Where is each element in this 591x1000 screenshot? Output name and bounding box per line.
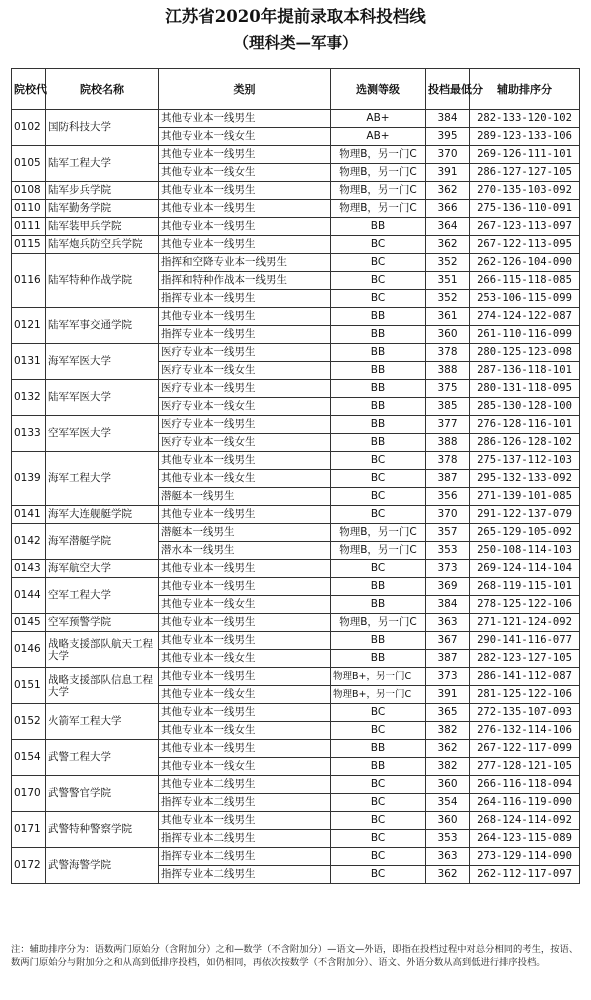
table-row bbox=[12, 560, 580, 578]
school-name: 陆军工程大学 bbox=[46, 146, 159, 182]
aux-score-cell: 262-126-104-090 bbox=[470, 254, 580, 272]
page-title: 江苏省2020年提前录取本科投档线 bbox=[165, 7, 426, 26]
category-cell: 潜艇本一线男生 bbox=[159, 488, 331, 506]
min-score-cell: 352 bbox=[426, 254, 470, 272]
category-cell: 其他专业本一线男生 bbox=[159, 146, 331, 164]
table-row bbox=[12, 506, 580, 524]
aux-score-cell: 277-128-121-105 bbox=[470, 758, 580, 776]
aux-score-cell: 282-133-120-102 bbox=[470, 110, 580, 128]
school-name: 空军工程大学 bbox=[46, 578, 159, 614]
document-page bbox=[6, 5, 585, 995]
school-name: 陆军特种作战学院 bbox=[46, 254, 159, 308]
school-code: 0146 bbox=[12, 632, 46, 668]
aux-score-cell: 285-130-128-100 bbox=[470, 398, 580, 416]
level-cell: BB bbox=[331, 578, 426, 596]
level-cell: BB bbox=[331, 344, 426, 362]
school-code: 0111 bbox=[12, 218, 46, 236]
category-cell: 指挥专业本二线男生 bbox=[159, 866, 331, 884]
level-cell: BC bbox=[331, 290, 426, 308]
level-cell: BB bbox=[331, 416, 426, 434]
level-cell: BB bbox=[331, 632, 426, 650]
school-code: 0121 bbox=[12, 308, 46, 344]
school-code: 0143 bbox=[12, 560, 46, 578]
category-cell: 其他专业本一线男生 bbox=[159, 236, 331, 254]
aux-score-cell: 267-122-113-095 bbox=[470, 236, 580, 254]
table-row bbox=[12, 740, 580, 758]
min-score-cell: 377 bbox=[426, 416, 470, 434]
school-name: 火箭军工程大学 bbox=[46, 704, 159, 740]
header-school-code: 院校代 bbox=[12, 69, 46, 110]
school-name: 战略支援部队航天工程大学 bbox=[46, 632, 159, 668]
min-score-cell: 362 bbox=[426, 866, 470, 884]
table-row bbox=[12, 218, 580, 236]
table-row bbox=[12, 380, 580, 398]
aux-score-cell: 274-124-122-087 bbox=[470, 308, 580, 326]
category-cell: 潜艇本一线男生 bbox=[159, 524, 331, 542]
level-cell: BB bbox=[331, 218, 426, 236]
school-name: 空军预警学院 bbox=[46, 614, 159, 632]
aux-score-cell: 268-119-115-101 bbox=[470, 578, 580, 596]
school-code: 0170 bbox=[12, 776, 46, 812]
table-row bbox=[12, 308, 580, 326]
aux-score-cell: 261-110-116-099 bbox=[470, 326, 580, 344]
aux-score-cell: 267-122-117-099 bbox=[470, 740, 580, 758]
level-cell: BC bbox=[331, 722, 426, 740]
min-score-cell: 362 bbox=[426, 182, 470, 200]
category-cell: 医疗专业本一线男生 bbox=[159, 416, 331, 434]
level-cell: BC bbox=[331, 830, 426, 848]
level-cell: BB bbox=[331, 362, 426, 380]
category-cell: 其他专业本一线男生 bbox=[159, 578, 331, 596]
category-cell: 其他专业本一线男生 bbox=[159, 218, 331, 236]
level-cell: BB bbox=[331, 308, 426, 326]
school-name: 海军航空大学 bbox=[46, 560, 159, 578]
min-score-cell: 378 bbox=[426, 452, 470, 470]
table-row bbox=[12, 524, 580, 542]
level-cell: BB bbox=[331, 758, 426, 776]
level-cell: BC bbox=[331, 866, 426, 884]
header-level: 选测等级 bbox=[331, 69, 426, 110]
min-score-cell: 353 bbox=[426, 542, 470, 560]
school-name: 武警警官学院 bbox=[46, 776, 159, 812]
category-cell: 其他专业本一线女生 bbox=[159, 650, 331, 668]
category-cell: 其他专业本一线女生 bbox=[159, 470, 331, 488]
aux-score-cell: 280-125-123-098 bbox=[470, 344, 580, 362]
level-cell: BC bbox=[331, 488, 426, 506]
school-name: 空军军医大学 bbox=[46, 416, 159, 452]
school-name: 陆军装甲兵学院 bbox=[46, 218, 159, 236]
table-row bbox=[12, 254, 580, 272]
min-score-cell: 387 bbox=[426, 650, 470, 668]
header-min-score: 投档最低分 bbox=[426, 69, 470, 110]
min-score-cell: 362 bbox=[426, 740, 470, 758]
category-cell: 指挥专业本二线男生 bbox=[159, 830, 331, 848]
aux-score-cell: 275-137-112-103 bbox=[470, 452, 580, 470]
aux-score-cell: 268-124-114-092 bbox=[470, 812, 580, 830]
category-cell: 其他专业本一线男生 bbox=[159, 506, 331, 524]
level-cell: AB+ bbox=[331, 110, 426, 128]
min-score-cell: 382 bbox=[426, 758, 470, 776]
category-cell: 其他专业本一线男生 bbox=[159, 740, 331, 758]
level-cell: BC bbox=[331, 452, 426, 470]
category-cell: 其他专业本一线男生 bbox=[159, 200, 331, 218]
category-cell: 其他专业本一线男生 bbox=[159, 308, 331, 326]
aux-score-cell: 280-131-118-095 bbox=[470, 380, 580, 398]
table-row bbox=[12, 848, 580, 866]
min-score-cell: 360 bbox=[426, 812, 470, 830]
min-score-cell: 362 bbox=[426, 236, 470, 254]
school-name: 陆军军事交通学院 bbox=[46, 308, 159, 344]
category-cell: 其他专业本一线女生 bbox=[159, 686, 331, 704]
school-code: 0171 bbox=[12, 812, 46, 848]
category-cell: 其他专业本一线男生 bbox=[159, 614, 331, 632]
aux-score-cell: 273-129-114-090 bbox=[470, 848, 580, 866]
table-body bbox=[12, 110, 580, 884]
table-row bbox=[12, 668, 580, 686]
aux-score-cell: 269-124-114-104 bbox=[470, 560, 580, 578]
min-score-cell: 378 bbox=[426, 344, 470, 362]
min-score-cell: 357 bbox=[426, 524, 470, 542]
aux-score-cell: 286-141-112-087 bbox=[470, 668, 580, 686]
school-code: 0152 bbox=[12, 704, 46, 740]
aux-score-cell: 276-128-116-101 bbox=[470, 416, 580, 434]
aux-score-cell: 271-139-101-085 bbox=[470, 488, 580, 506]
level-cell: BC bbox=[331, 254, 426, 272]
table-row bbox=[12, 704, 580, 722]
school-code: 0108 bbox=[12, 182, 46, 200]
table-row bbox=[12, 776, 580, 794]
category-cell: 其他专业本一线男生 bbox=[159, 704, 331, 722]
school-code: 0154 bbox=[12, 740, 46, 776]
category-cell: 指挥专业本二线男生 bbox=[159, 848, 331, 866]
min-score-cell: 385 bbox=[426, 398, 470, 416]
level-cell: BB bbox=[331, 434, 426, 452]
level-cell: BC bbox=[331, 470, 426, 488]
aux-score-cell: 286-126-128-102 bbox=[470, 434, 580, 452]
school-name: 陆军军医大学 bbox=[46, 380, 159, 416]
level-cell: BB bbox=[331, 398, 426, 416]
level-cell: BC bbox=[331, 272, 426, 290]
header-category: 类别 bbox=[159, 69, 331, 110]
school-code: 0151 bbox=[12, 668, 46, 704]
category-cell: 指挥专业本一线男生 bbox=[159, 290, 331, 308]
school-name: 陆军炮兵防空兵学院 bbox=[46, 236, 159, 254]
header-school-name: 院校名称 bbox=[46, 69, 159, 110]
header-aux-score: 辅助排序分 bbox=[470, 69, 580, 110]
aux-score-cell: 282-123-127-105 bbox=[470, 650, 580, 668]
level-cell: BC bbox=[331, 506, 426, 524]
aux-score-cell: 264-123-115-089 bbox=[470, 830, 580, 848]
min-score-cell: 384 bbox=[426, 110, 470, 128]
category-cell: 医疗专业本一线女生 bbox=[159, 362, 331, 380]
aux-score-cell: 253-106-115-099 bbox=[470, 290, 580, 308]
min-score-cell: 373 bbox=[426, 668, 470, 686]
aux-score-cell: 264-116-119-090 bbox=[470, 794, 580, 812]
level-cell: 物理B，另一门C bbox=[331, 182, 426, 200]
category-cell: 其他专业本一线女生 bbox=[159, 722, 331, 740]
aux-score-cell: 262-112-117-097 bbox=[470, 866, 580, 884]
aux-score-cell: 286-127-127-105 bbox=[470, 164, 580, 182]
min-score-cell: 373 bbox=[426, 560, 470, 578]
level-cell: BB bbox=[331, 380, 426, 398]
category-cell: 其他专业本一线女生 bbox=[159, 758, 331, 776]
aux-score-cell: 269-126-111-101 bbox=[470, 146, 580, 164]
school-code: 0144 bbox=[12, 578, 46, 614]
level-cell: 物理B，另一门C bbox=[331, 200, 426, 218]
level-cell: BB bbox=[331, 650, 426, 668]
category-cell: 医疗专业本一线女生 bbox=[159, 398, 331, 416]
category-cell: 其他专业本一线男生 bbox=[159, 632, 331, 650]
min-score-cell: 363 bbox=[426, 614, 470, 632]
school-name: 海军潜艇学院 bbox=[46, 524, 159, 560]
table-row bbox=[12, 614, 580, 632]
aux-score-cell: 290-141-116-077 bbox=[470, 632, 580, 650]
aux-score-cell: 278-125-122-106 bbox=[470, 596, 580, 614]
category-cell: 指挥和空降专业本一线男生 bbox=[159, 254, 331, 272]
aux-score-cell: 270-135-103-092 bbox=[470, 182, 580, 200]
table-row bbox=[12, 632, 580, 650]
level-cell: AB+ bbox=[331, 128, 426, 146]
category-cell: 其他专业本一线男生 bbox=[159, 812, 331, 830]
category-cell: 其他专业本一线女生 bbox=[159, 128, 331, 146]
aux-score-cell: 291-122-137-079 bbox=[470, 506, 580, 524]
school-code: 0142 bbox=[12, 524, 46, 560]
school-name: 陆军步兵学院 bbox=[46, 182, 159, 200]
min-score-cell: 369 bbox=[426, 578, 470, 596]
min-score-cell: 365 bbox=[426, 704, 470, 722]
level-cell: BC bbox=[331, 776, 426, 794]
min-score-cell: 356 bbox=[426, 488, 470, 506]
aux-score-cell: 266-115-118-085 bbox=[470, 272, 580, 290]
min-score-cell: 391 bbox=[426, 164, 470, 182]
school-name: 陆军勤务学院 bbox=[46, 200, 159, 218]
level-cell: 物理B，另一门C bbox=[331, 146, 426, 164]
min-score-cell: 370 bbox=[426, 506, 470, 524]
aux-score-cell: 281-125-122-106 bbox=[470, 686, 580, 704]
category-cell: 医疗专业本一线男生 bbox=[159, 380, 331, 398]
table-row bbox=[12, 578, 580, 596]
level-cell: BC bbox=[331, 812, 426, 830]
aux-score-cell: 276-132-114-106 bbox=[470, 722, 580, 740]
level-cell: 物理B，另一门C bbox=[331, 614, 426, 632]
school-code: 0139 bbox=[12, 452, 46, 506]
min-score-cell: 351 bbox=[426, 272, 470, 290]
level-cell: BC bbox=[331, 560, 426, 578]
school-code: 0116 bbox=[12, 254, 46, 308]
category-cell: 医疗专业本一线女生 bbox=[159, 434, 331, 452]
table-row bbox=[12, 182, 580, 200]
min-score-cell: 387 bbox=[426, 470, 470, 488]
school-name: 武警特种警察学院 bbox=[46, 812, 159, 848]
level-cell: BB bbox=[331, 596, 426, 614]
table-row bbox=[12, 344, 580, 362]
school-code: 0102 bbox=[12, 110, 46, 146]
min-score-cell: 352 bbox=[426, 290, 470, 308]
category-cell: 潜水本一线男生 bbox=[159, 542, 331, 560]
school-code: 0115 bbox=[12, 236, 46, 254]
table-row bbox=[12, 812, 580, 830]
level-cell: BC bbox=[331, 236, 426, 254]
table-row bbox=[12, 146, 580, 164]
category-cell: 指挥和特种作战本一线男生 bbox=[159, 272, 331, 290]
category-cell: 指挥专业本一线男生 bbox=[159, 326, 331, 344]
min-score-cell: 384 bbox=[426, 596, 470, 614]
table-row bbox=[12, 200, 580, 218]
min-score-cell: 388 bbox=[426, 434, 470, 452]
school-code: 0145 bbox=[12, 614, 46, 632]
aux-score-cell: 289-123-133-106 bbox=[470, 128, 580, 146]
min-score-cell: 395 bbox=[426, 128, 470, 146]
min-score-cell: 361 bbox=[426, 308, 470, 326]
school-name: 武警工程大学 bbox=[46, 740, 159, 776]
min-score-cell: 364 bbox=[426, 218, 470, 236]
level-cell: BC bbox=[331, 848, 426, 866]
level-cell: BC bbox=[331, 704, 426, 722]
min-score-cell: 353 bbox=[426, 830, 470, 848]
min-score-cell: 367 bbox=[426, 632, 470, 650]
school-name: 国防科技大学 bbox=[46, 110, 159, 146]
category-cell: 医疗专业本一线男生 bbox=[159, 344, 331, 362]
school-code: 0141 bbox=[12, 506, 46, 524]
aux-score-cell: 287-136-118-101 bbox=[470, 362, 580, 380]
table-row bbox=[12, 110, 580, 128]
min-score-cell: 370 bbox=[426, 146, 470, 164]
school-name: 战略支援部队信息工程大学 bbox=[46, 668, 159, 704]
category-cell: 其他专业本一线男生 bbox=[159, 182, 331, 200]
aux-score-cell: 272-135-107-093 bbox=[470, 704, 580, 722]
table-row bbox=[12, 416, 580, 434]
level-cell: BC bbox=[331, 794, 426, 812]
table-row bbox=[12, 236, 580, 254]
school-name: 海军工程大学 bbox=[46, 452, 159, 506]
aux-score-cell: 267-123-113-097 bbox=[470, 218, 580, 236]
level-cell: 物理B+，另一门C bbox=[331, 668, 426, 686]
category-cell: 其他专业本一线男生 bbox=[159, 452, 331, 470]
level-cell: 物理B，另一门C bbox=[331, 524, 426, 542]
table-header-row bbox=[12, 69, 580, 110]
school-code: 0105 bbox=[12, 146, 46, 182]
aux-score-cell: 271-121-124-092 bbox=[470, 614, 580, 632]
level-cell: BB bbox=[331, 326, 426, 344]
aux-score-cell: 265-129-105-092 bbox=[470, 524, 580, 542]
aux-score-cell: 266-116-118-094 bbox=[470, 776, 580, 794]
school-code: 0132 bbox=[12, 380, 46, 416]
min-score-cell: 360 bbox=[426, 326, 470, 344]
category-cell: 其他专业本一线男生 bbox=[159, 110, 331, 128]
level-cell: 物理B，另一门C bbox=[331, 164, 426, 182]
category-cell: 其他专业本一线女生 bbox=[159, 164, 331, 182]
page-subtitle: （理科类—军事） bbox=[233, 33, 358, 52]
table-row bbox=[12, 452, 580, 470]
school-code: 0172 bbox=[12, 848, 46, 884]
school-name: 武警海警学院 bbox=[46, 848, 159, 884]
min-score-cell: 354 bbox=[426, 794, 470, 812]
min-score-cell: 391 bbox=[426, 686, 470, 704]
school-name: 海军军医大学 bbox=[46, 344, 159, 380]
level-cell: 物理B，另一门C bbox=[331, 542, 426, 560]
school-code: 0110 bbox=[12, 200, 46, 218]
level-cell: BB bbox=[331, 740, 426, 758]
aux-score-cell: 295-132-133-092 bbox=[470, 470, 580, 488]
aux-score-cell: 275-136-110-091 bbox=[470, 200, 580, 218]
category-cell: 其他专业本一线女生 bbox=[159, 596, 331, 614]
category-cell: 指挥专业本二线男生 bbox=[159, 794, 331, 812]
min-score-cell: 360 bbox=[426, 776, 470, 794]
aux-score-cell: 250-108-114-103 bbox=[470, 542, 580, 560]
admission-score-table bbox=[11, 68, 580, 884]
category-cell: 其他专业本二线男生 bbox=[159, 776, 331, 794]
footnote: 注：辅助排序分为：语数两门原始分（含附加分）之和—数学（不含附加分）—语文—外语，即指在投档过程中对总分相同的考生，按语、数两门原始分与附加分之和从高到低排序投档，如仍相同，再依次按数学（不含附加分）、语文、外语分数从高到低进行排序投档。 bbox=[11, 944, 579, 968]
category-cell: 其他专业本一线男生 bbox=[159, 560, 331, 578]
school-code: 0131 bbox=[12, 344, 46, 380]
min-score-cell: 388 bbox=[426, 362, 470, 380]
school-code: 0133 bbox=[12, 416, 46, 452]
min-score-cell: 382 bbox=[426, 722, 470, 740]
min-score-cell: 363 bbox=[426, 848, 470, 866]
min-score-cell: 375 bbox=[426, 380, 470, 398]
school-name: 海军大连舰艇学院 bbox=[46, 506, 159, 524]
level-cell: 物理B+，另一门C bbox=[331, 686, 426, 704]
category-cell: 其他专业本一线男生 bbox=[159, 668, 331, 686]
min-score-cell: 366 bbox=[426, 200, 470, 218]
